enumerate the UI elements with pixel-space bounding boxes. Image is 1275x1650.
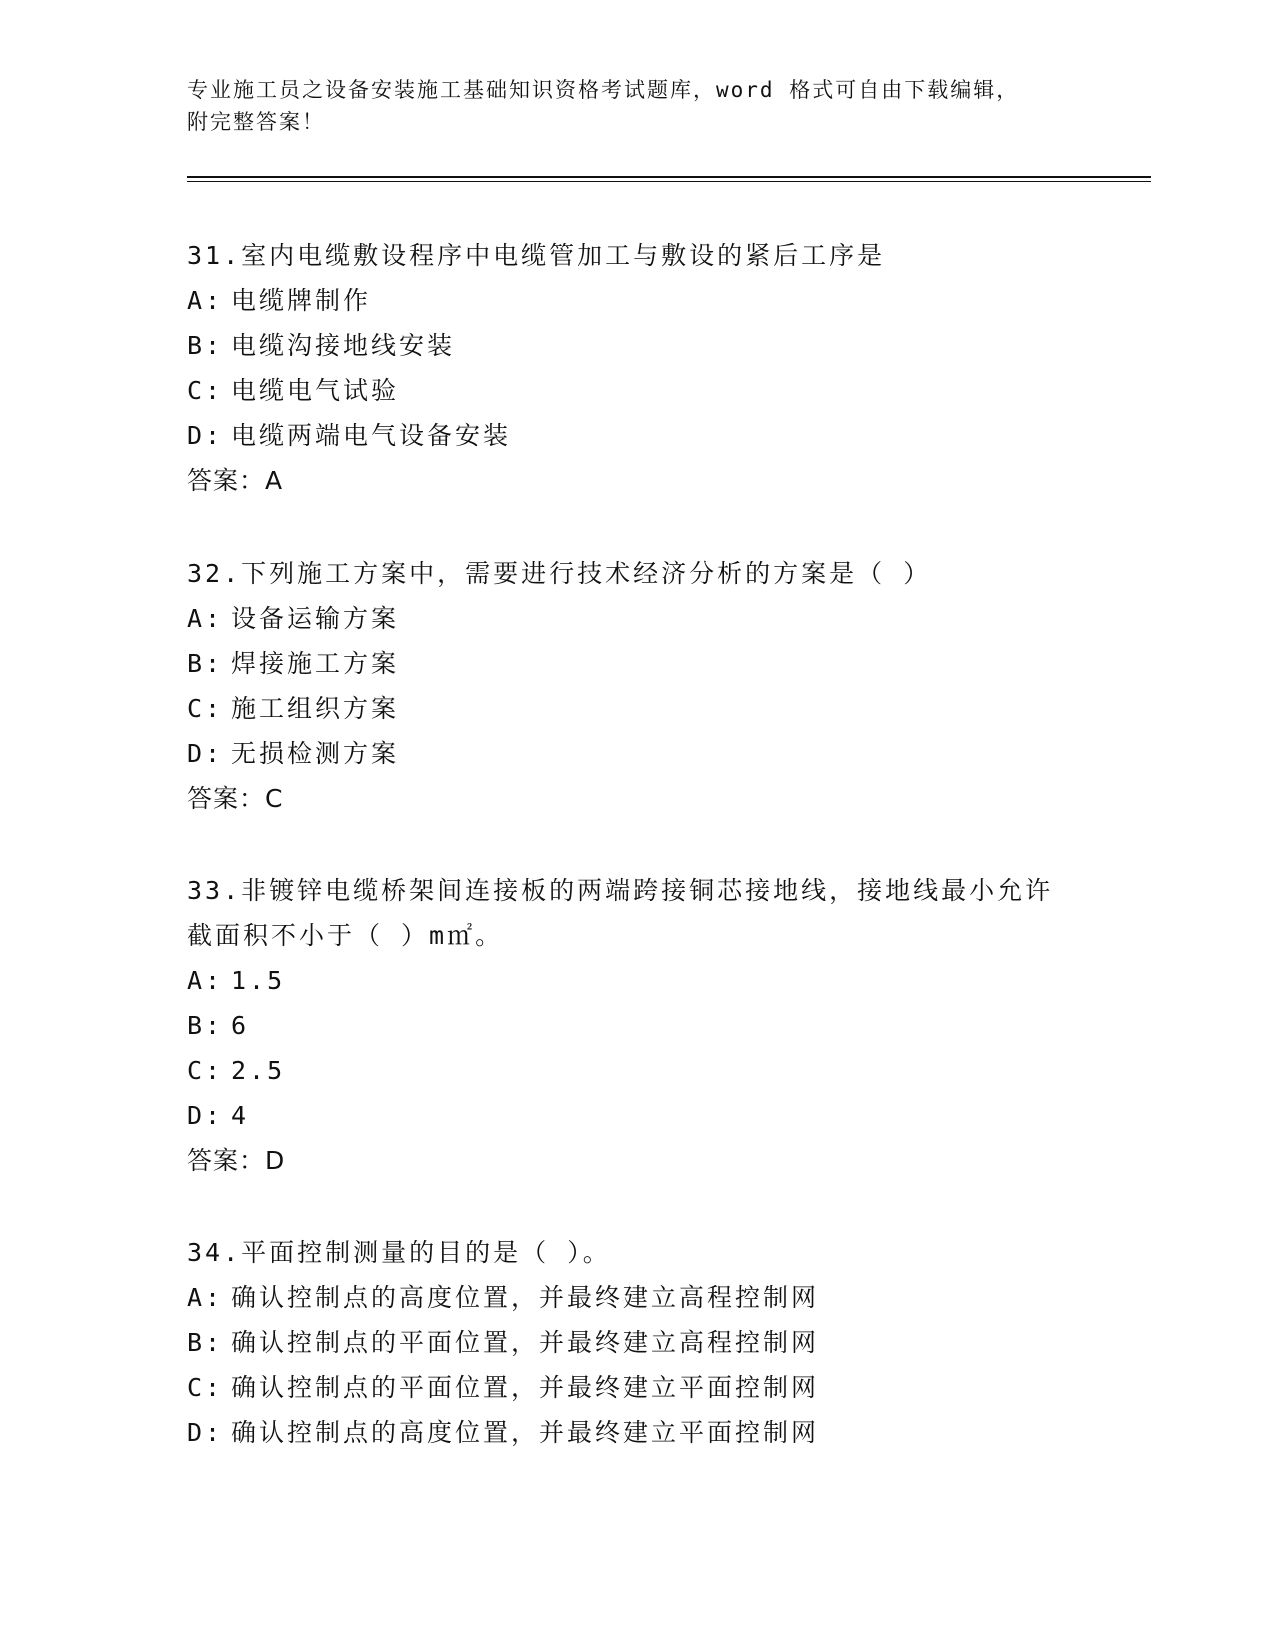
option-text: 1.5 <box>231 966 286 995</box>
option-letter: D: <box>187 1101 224 1130</box>
question-31 <box>187 233 1087 503</box>
option-b <box>187 1003 1087 1048</box>
option-text: 6 <box>231 1011 250 1040</box>
option-letter: B: <box>187 1328 224 1357</box>
option-letter: A: <box>187 286 224 315</box>
option-letter: D: <box>187 421 224 450</box>
option-letter: B: <box>187 1011 224 1040</box>
option-text: 电缆两端电气设备安装 <box>231 421 512 450</box>
option-text: 确认控制点的高度位置，并最终建立平面控制网 <box>231 1418 820 1447</box>
question-34 <box>187 1230 1087 1455</box>
option-text: 电缆沟接地线安装 <box>231 331 456 360</box>
question-title: 34.平面控制测量的目的是（ ）。 <box>187 1238 611 1267</box>
answer-line: 答案：A <box>187 466 284 495</box>
option-letter: C: <box>187 376 224 405</box>
option-d <box>187 1410 1087 1455</box>
option-text: 施工组织方案 <box>231 694 400 723</box>
question-33 <box>187 868 1087 1183</box>
header-divider-thick <box>187 176 1151 178</box>
option-letter: A: <box>187 966 224 995</box>
option-text: 确认控制点的平面位置，并最终建立平面控制网 <box>231 1373 820 1402</box>
document-header <box>187 74 1087 138</box>
option-letter: A: <box>187 604 224 633</box>
option-d <box>187 731 1087 776</box>
option-text: 2.5 <box>231 1056 286 1085</box>
option-a <box>187 958 1087 1003</box>
option-letter: C: <box>187 1056 224 1085</box>
option-c <box>187 1048 1087 1093</box>
answer-line: 答案：C <box>187 784 284 813</box>
option-text: 电缆牌制作 <box>231 286 372 315</box>
option-c <box>187 1365 1087 1410</box>
option-a <box>187 1275 1087 1320</box>
question-title: 31.室内电缆敷设程序中电缆管加工与敷设的紧后工序是 <box>187 241 886 270</box>
option-text: 无损检测方案 <box>231 739 400 768</box>
option-letter: B: <box>187 649 224 678</box>
option-letter: D: <box>187 1418 224 1447</box>
option-text: 设备运输方案 <box>231 604 400 633</box>
option-letter: D: <box>187 739 224 768</box>
option-letter: C: <box>187 1373 224 1402</box>
question-32 <box>187 551 1087 821</box>
option-letter: C: <box>187 694 224 723</box>
option-text: 焊接施工方案 <box>231 649 400 678</box>
option-a <box>187 278 1087 323</box>
option-a <box>187 596 1087 641</box>
option-b <box>187 641 1087 686</box>
option-text: 确认控制点的平面位置，并最终建立高程控制网 <box>231 1328 820 1357</box>
option-d <box>187 413 1087 458</box>
answer-line: 答案：D <box>187 1146 286 1175</box>
header-line-1: 专业施工员之设备安装施工基础知识资格考试题库，word 格式可自由下载编辑， <box>187 78 1020 102</box>
option-b <box>187 1320 1087 1365</box>
question-title: 32.下列施工方案中，需要进行技术经济分析的方案是（ ） <box>187 559 932 588</box>
option-b <box>187 323 1087 368</box>
question-title-continued: 截面积不小于（ ）m㎡。 <box>187 921 504 950</box>
option-letter: A: <box>187 1283 224 1312</box>
question-title: 33.非镀锌电缆桥架间连接板的两端跨接铜芯接地线，接地线最小允许 <box>187 876 1054 905</box>
option-letter: B: <box>187 331 224 360</box>
header-line-2: 附完整答案！ <box>187 110 325 134</box>
option-c <box>187 686 1087 731</box>
option-c <box>187 368 1087 413</box>
option-text: 电缆电气试验 <box>231 376 400 405</box>
option-d <box>187 1093 1087 1138</box>
option-text: 确认控制点的高度位置，并最终建立高程控制网 <box>231 1283 820 1312</box>
option-text: 4 <box>231 1101 250 1130</box>
header-divider-thin <box>187 181 1151 182</box>
